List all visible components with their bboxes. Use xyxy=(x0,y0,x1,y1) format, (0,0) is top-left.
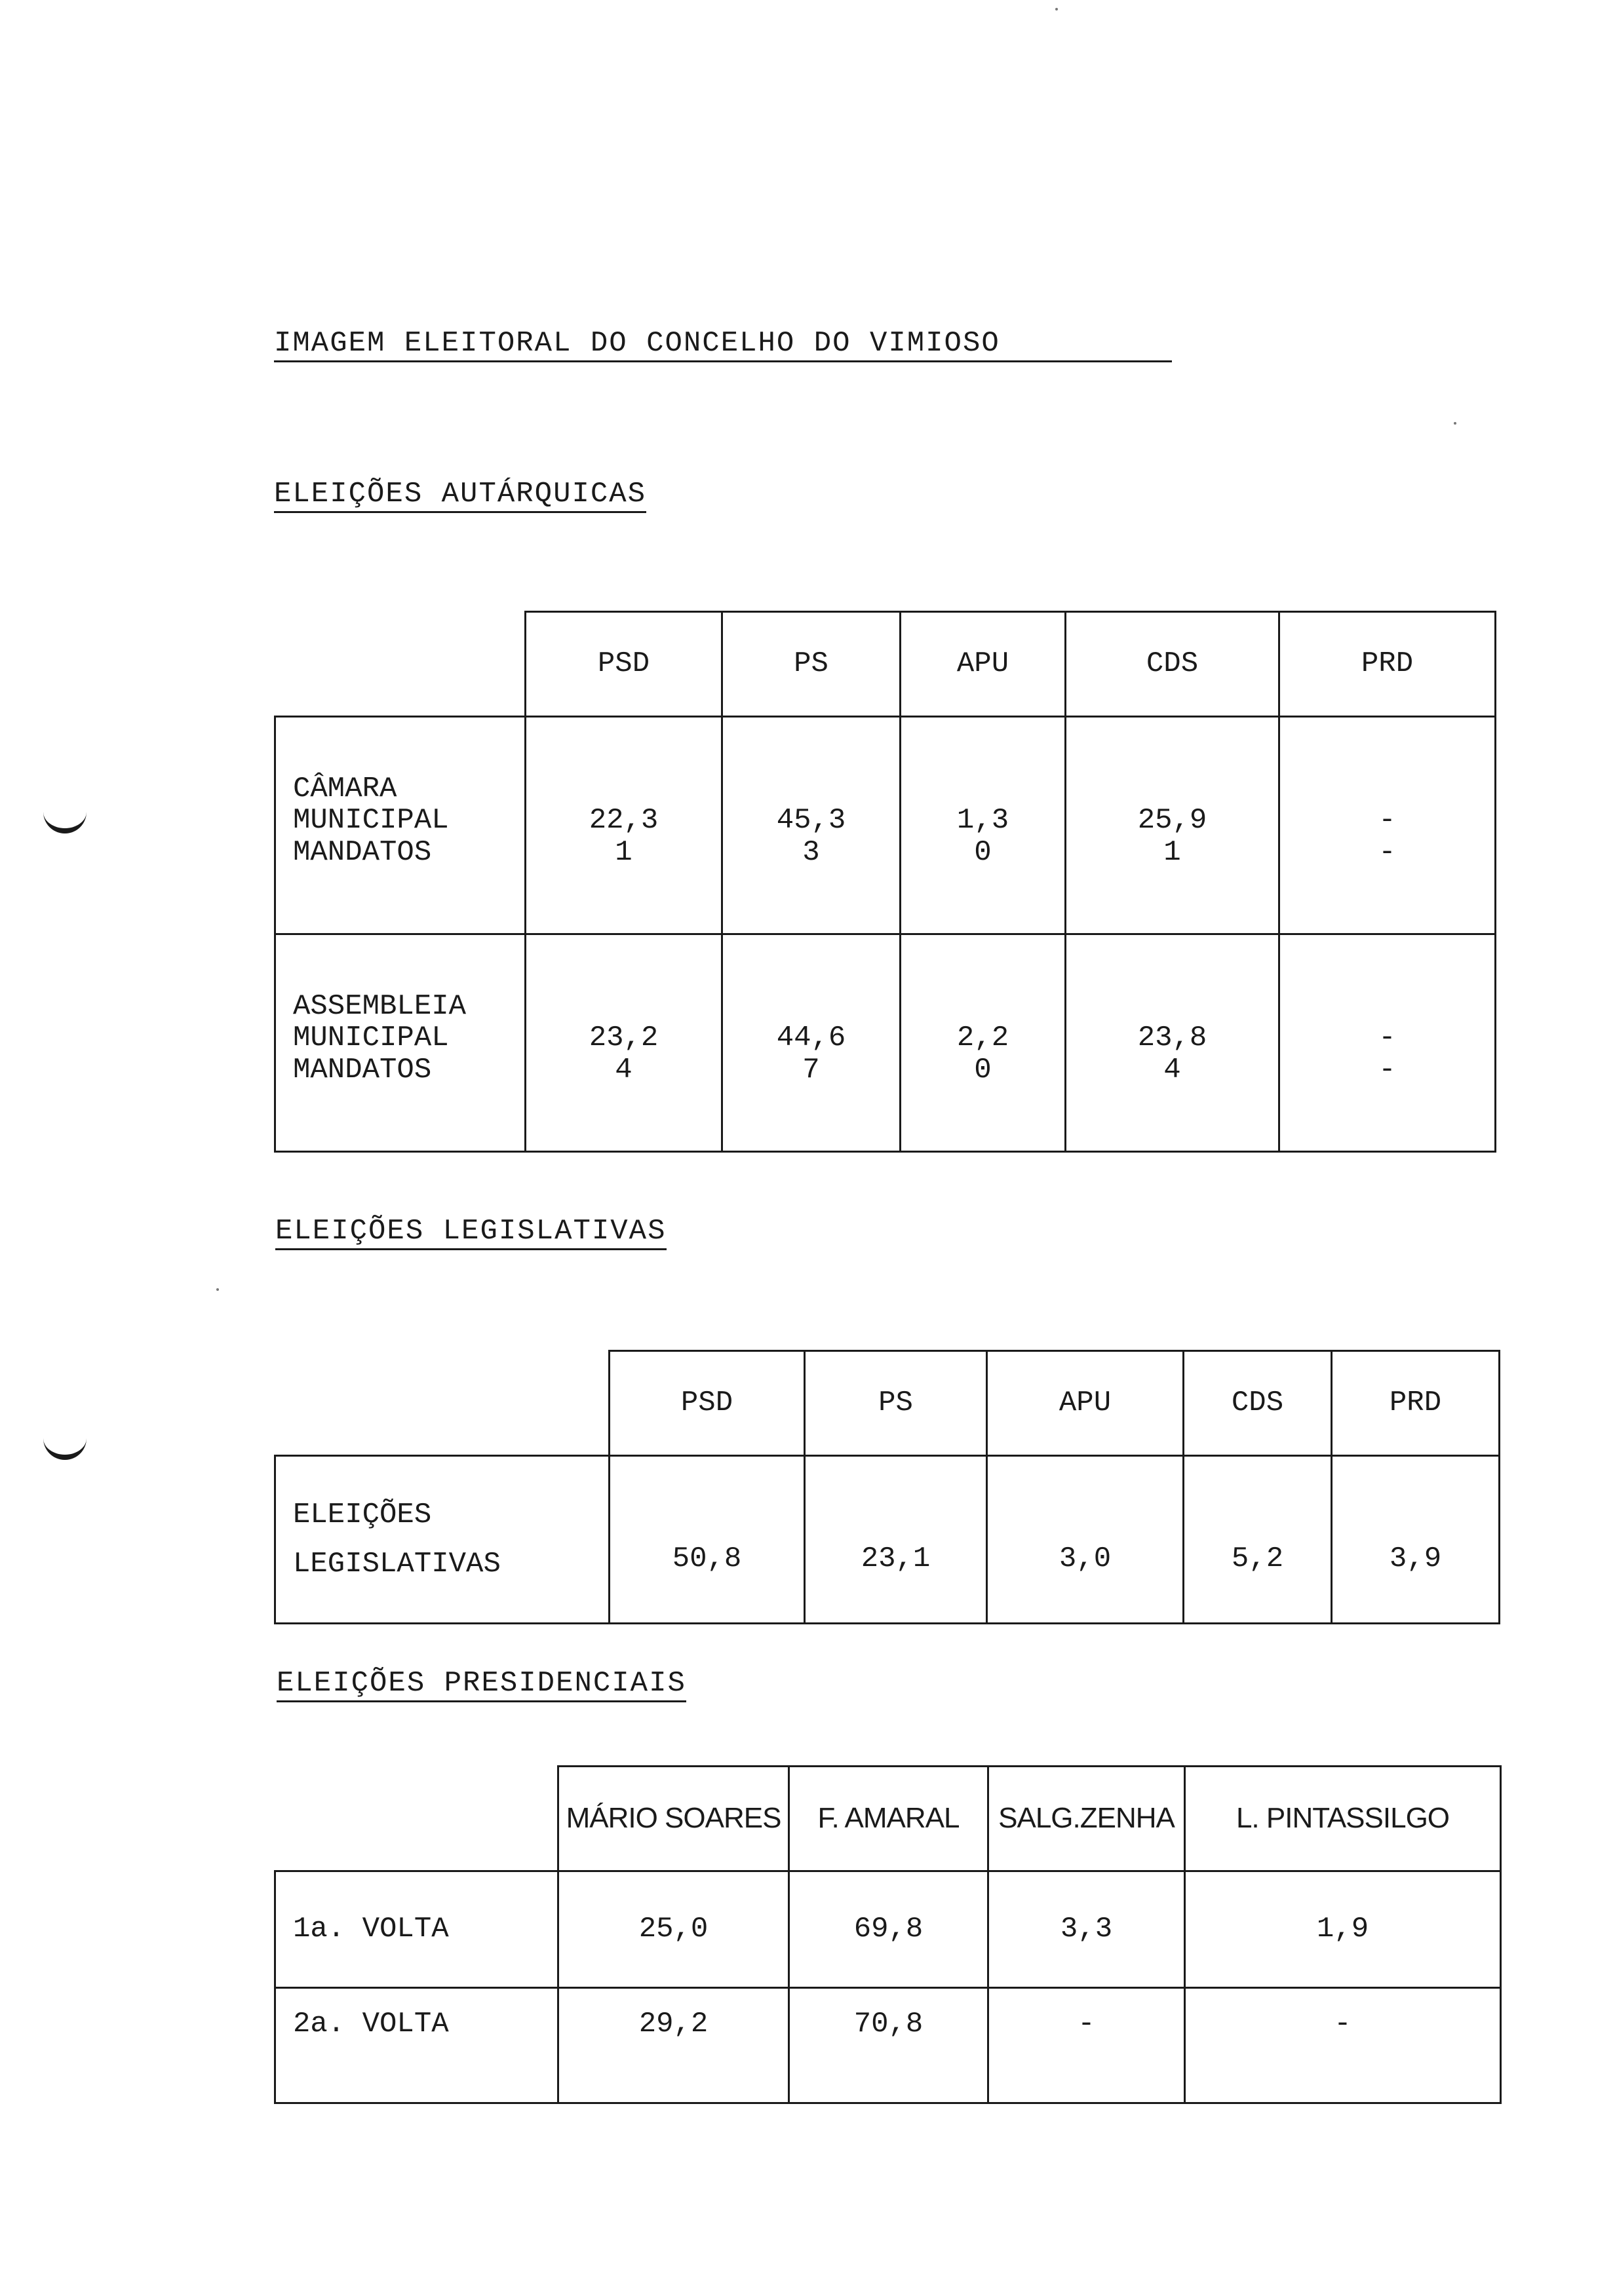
corner-cell xyxy=(275,612,526,717)
data-cell xyxy=(901,717,1066,934)
mandatos-value: - xyxy=(1378,1053,1396,1086)
row-label: MUNICIPAL xyxy=(293,1022,449,1055)
data-cell: 50,8 xyxy=(610,1456,805,1624)
percent-value: 23,2 xyxy=(589,1022,659,1055)
row-header xyxy=(275,934,526,1152)
data-cell xyxy=(1279,717,1496,934)
row-label: LEGISLATIVAS xyxy=(293,1547,501,1580)
row-header: 1a. VOLTA xyxy=(275,1871,558,1988)
column-header: CDS xyxy=(1066,612,1279,717)
column-header: PS xyxy=(722,612,901,717)
corner-cell xyxy=(275,1767,558,1871)
mandatos-value: 0 xyxy=(974,1053,992,1086)
table-row xyxy=(275,1988,1501,2103)
data-cell: 69,8 xyxy=(789,1871,988,1988)
column-header: L. PINTASSILGO xyxy=(1185,1767,1501,1871)
column-header: APU xyxy=(901,612,1066,717)
data-cell: 70,8 xyxy=(789,1988,988,2103)
data-cell xyxy=(901,934,1066,1152)
percent-value: 23,8 xyxy=(1137,1022,1207,1055)
row-label: MUNICIPAL xyxy=(293,804,449,837)
table-header-row xyxy=(275,1351,1500,1456)
table-row xyxy=(275,934,1496,1152)
row-label: ASSEMBLEIA xyxy=(293,989,467,1023)
mandatos-value: 0 xyxy=(974,835,992,869)
mandatos-value: 4 xyxy=(1163,1053,1181,1086)
table-row xyxy=(275,1871,1501,1988)
punch-hole-upper xyxy=(43,807,87,833)
row-label: MANDATOS xyxy=(293,835,432,869)
table-autarquicas xyxy=(274,611,1496,1153)
row-header xyxy=(275,1456,610,1624)
mandatos-value: 1 xyxy=(615,835,632,869)
data-cell: 25,0 xyxy=(558,1871,789,1988)
data-cell xyxy=(526,717,722,934)
data-cell xyxy=(722,717,901,934)
data-cell xyxy=(722,934,901,1152)
mandatos-value: - xyxy=(1378,835,1396,869)
column-header: PRD xyxy=(1332,1351,1500,1456)
column-header: F. AMARAL xyxy=(789,1767,988,1871)
document-title: IMAGEM ELEITORAL DO CONCELHO DO VIMIOSO xyxy=(274,328,1172,362)
table-presidenciais xyxy=(274,1765,1502,2104)
punch-hole-lower xyxy=(43,1434,87,1460)
column-header: PSD xyxy=(610,1351,805,1456)
table-row xyxy=(275,717,1496,934)
mandatos-value: 4 xyxy=(615,1053,632,1086)
row-header xyxy=(275,717,526,934)
table-header-row xyxy=(275,612,1496,717)
section-heading-legislativas: ELEIÇÕES LEGISLATIVAS xyxy=(275,1215,667,1250)
scan-speck xyxy=(1055,8,1058,10)
table-legislativas xyxy=(274,1350,1500,1624)
mandatos-value: 3 xyxy=(802,835,820,869)
row-label: MANDATOS xyxy=(293,1053,432,1086)
row-header: 2a. VOLTA xyxy=(275,1988,558,2103)
data-cell xyxy=(526,934,722,1152)
percent-value: 45,3 xyxy=(776,804,846,837)
data-cell: - xyxy=(988,1988,1185,2103)
data-cell: 5,2 xyxy=(1184,1456,1332,1624)
column-header: PRD xyxy=(1279,612,1496,717)
section-heading-presidenciais: ELEIÇÕES PRESIDENCIAIS xyxy=(277,1668,686,1702)
percent-value: 2,2 xyxy=(956,1022,1009,1055)
data-cell xyxy=(1279,934,1496,1152)
percent-value: 25,9 xyxy=(1137,804,1207,837)
column-header: PS xyxy=(805,1351,987,1456)
scan-speck xyxy=(1454,422,1456,425)
data-cell: 3,9 xyxy=(1332,1456,1500,1624)
row-label: ELEIÇÕES xyxy=(293,1499,432,1532)
column-header: PSD xyxy=(526,612,722,717)
column-header: MÁRIO SOARES xyxy=(558,1767,789,1871)
data-cell: 3,3 xyxy=(988,1871,1185,1988)
table-row xyxy=(275,1456,1500,1624)
percent-value: 44,6 xyxy=(776,1022,846,1055)
percent-value: - xyxy=(1378,804,1396,837)
data-cell xyxy=(1066,717,1279,934)
data-cell: 29,2 xyxy=(558,1988,789,2103)
data-cell: 1,9 xyxy=(1185,1871,1501,1988)
data-cell: 23,1 xyxy=(805,1456,987,1624)
table-header-row xyxy=(275,1767,1501,1871)
percent-value: 1,3 xyxy=(956,804,1009,837)
section-heading-autarquicas: ELEIÇÕES AUTÁRQUICAS xyxy=(274,478,646,513)
percent-value: 22,3 xyxy=(589,804,659,837)
column-header: CDS xyxy=(1184,1351,1332,1456)
column-header: APU xyxy=(987,1351,1184,1456)
mandatos-value: 7 xyxy=(802,1053,820,1086)
percent-value: - xyxy=(1378,1022,1396,1055)
row-label: CÂMARA xyxy=(293,772,397,805)
data-cell: 3,0 xyxy=(987,1456,1184,1624)
scan-speck xyxy=(216,1288,219,1291)
corner-cell xyxy=(275,1351,610,1456)
mandatos-value: 1 xyxy=(1163,835,1181,869)
data-cell: - xyxy=(1185,1988,1501,2103)
column-header: SALG.ZENHA xyxy=(988,1767,1185,1871)
data-cell xyxy=(1066,934,1279,1152)
